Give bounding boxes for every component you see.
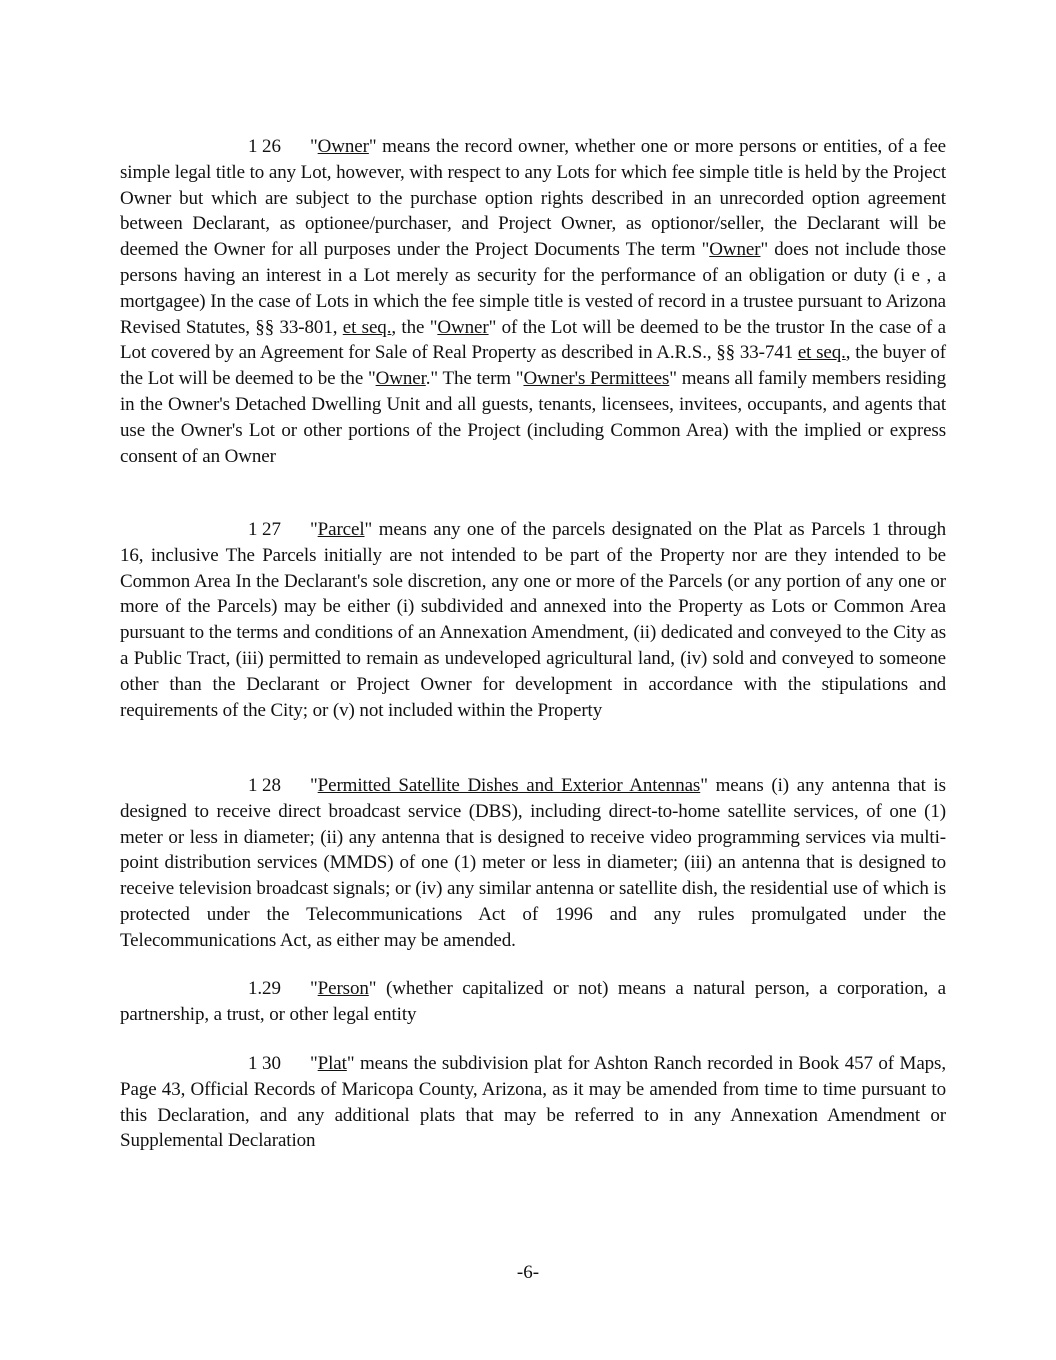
quote-mark: " [346,1053,355,1074]
quote-mark: " [310,519,318,540]
definition-text: (whether capitalized or not) means a natural person, a corporation, a partnership, a trust, or other legal entity [120,978,946,1025]
section-1-26 [120,134,946,469]
quote-mark: " [310,136,318,157]
defined-term: Owner [317,136,369,157]
latin-term: et seq. [797,342,846,364]
defined-term: Plat [317,1053,347,1074]
quote-mark: " [368,978,377,999]
section-1-30 [120,1051,946,1154]
section-number: 1.29 [248,978,281,999]
definition-text: means (i) any antenna that is designed to receive direct broadcast service (DBS), including direct-to-home satellite services, of one (1) meter or less in diameter; (ii) any antenna that is designed to receive video programming services via multi-point distribution services (MMDS) of one (1) meter or less in diameter; (iii) an antenna that is designed to receive television broadcast signals; or (iv) any similar antenna or satellite dish, the residential use of which is protected under the Telecommunications Act of 1996 and any rules promulgated under the Telecommunications Act, as either may be amended. [120,775,946,951]
section-number: 1 30 [248,1053,281,1074]
definition-text: " does not include those persons having an interest in a Lot merely as security for the performance of an obligation or duty (i e , a mortgagee) In the case of Lots in which the fee simple title is vested of record in a trustee pursuant to Arizona Revised Statutes, §§ 33-801, [120,239,946,338]
defined-term: Parcel [317,519,365,540]
quote-mark: " [310,1053,318,1074]
definition-text: " of the Lot will be deemed to be the trustor In the case of a Lot covered by an Agreement for Sale of Real Property as described in A.R.S., §§ 33-741 [120,316,946,364]
section-1-28 [120,773,946,954]
quote-mark: " [310,978,318,999]
defined-term: Owner's Permittees [523,368,670,390]
definition-text: , the buyer of the Lot will be deemed to be the " [120,342,947,390]
section-1-27 [120,517,946,723]
definition-text: ." The term " [425,368,524,390]
quote-mark: " [310,775,318,796]
section-number: 1 28 [248,775,281,796]
page-number: -6- [516,1262,540,1283]
defined-term: Permitted Satellite Dishes and Exterior Antennas [317,775,701,796]
section-number: 1 26 [248,136,281,157]
quote-mark: " [368,136,377,157]
latin-term: et seq. [342,316,392,338]
defined-term: Owner [375,368,426,390]
defined-term: Person [317,978,369,999]
section-number: 1 27 [248,519,281,540]
quote-mark: " [364,519,373,540]
definition-text: " means all family members residing in the Owner's Detached Dwelling Unit and all guests, tenants, licensees, invitees, occupants, and agents that use the Owner's Lot or other portions of the Project (including Common Area) with the implied or express consent of an Owner [120,368,946,467]
definition-text: means the record owner, whether one or more persons or entities, of a fee simple legal title to any Lot, however, with respect to any Lots for which fee simple title is held by the Project Owner but which are subject to the purchase option rights described in an unrecorded option agreement between Declarant, as optionee/purchaser, and Project Owner, as optionor/seller, the Declarant will be deemed the Owner for all purposes under the Project Documents The term " [120,136,946,261]
definition-text: means the subdivision plat for Ashton Ranch recorded in Book 457 of Maps, Page 43, Official Records of Maricopa County, Arizona, as it may be amended from time to time pursuant to this Declaration, and any additional plats that may be referred to in any Annexation Amendment or Supplemental Declaration [120,1053,946,1152]
quote-mark: " [700,775,708,796]
defined-term: Owner [709,239,761,261]
definition-text: means any one of the parcels designated on the Plat as Parcels 1 through 16, inclusive The Parcels initially are not intended to be part of the Property nor are they intended to be Common Area In the Declarant's sole discretion, any one or more of the Parcels (or any portion of any one or more of the Parcels) may be either (i) subdivided and annexed into the Property as Lots or Common Area pursuant to the terms and conditions of an Annexation Amendment, (ii) dedicated and conveyed to the City as a Public Tract, (iii) permitted to remain as undeveloped agricultural land, (iv) sold and conveyed to someone other than the Declarant or Project Owner for development in accordance with the stipulations and requirements of the City; or (v) not included within the Property [120,519,946,721]
section-1-29 [120,976,946,1028]
defined-term: Owner [437,316,489,338]
definition-text: , the " [391,316,438,338]
